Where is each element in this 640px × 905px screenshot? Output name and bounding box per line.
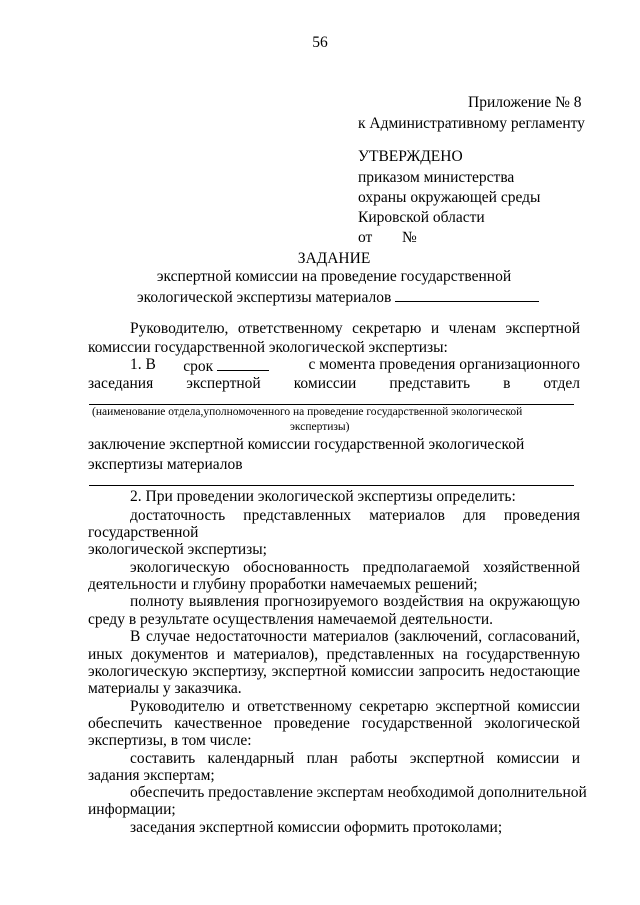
paragraph-8-line-4: материалы у заказчика. (88, 680, 242, 697)
paragraph-3-line-2: экспертизы материалов (88, 456, 243, 473)
paragraph-11-line-2: информации; (88, 801, 176, 818)
materials-blank (395, 287, 539, 302)
order-number-label: № (402, 229, 417, 246)
paragraph-6-line-2: деятельности и глубину проработки намечаемых решений; (88, 576, 478, 593)
paragraph-5-line-2: государственной (88, 524, 199, 541)
paragraph-1-line-1: Руководителю, ответственному секретарю и членам экспертной (130, 320, 580, 337)
order-line-2: охраны окружающей среды (358, 189, 541, 206)
page-number: 56 (312, 34, 328, 51)
order-line-1: приказом министерства (358, 169, 515, 186)
paragraph-7-line-2: среду в результате осуществления намечаемой деятельности. (88, 611, 493, 628)
paragraph-9-line-1: Руководителю и ответственному секретарю экспертной комиссии (130, 698, 580, 715)
paragraph-6-line-1: экологическую обоснованность предполагаемой хозяйственной (130, 559, 580, 576)
materials-blank-line (89, 485, 574, 486)
paragraph-8-line-2: иных документов и материалов), представленных на государственную (88, 646, 580, 663)
approved-label: УТВЕРЖДЕНО (358, 148, 463, 165)
paragraph-4: 2. При проведении экологической экспертизы определить: (130, 488, 516, 505)
title-line-2: экологической экспертизы материалов (137, 287, 539, 307)
title-line-1: экспертной комиссии на проведение государственной (156, 268, 512, 285)
paragraph-10-line-2: задания экспертам; (88, 767, 215, 784)
department-caption-line-2: экспертизы) (290, 421, 350, 433)
paragraph-12: заседания экспертной комиссии оформить протоколами; (130, 819, 503, 836)
paragraph-7-line-1: полноту выявления прогнозируемого воздействия на окружающую (130, 593, 580, 610)
department-caption-line-1: (наименование отдела,уполномоченного на проведение государственной экологической (92, 406, 523, 418)
appendix-reference: к Административному регламенту (358, 115, 585, 132)
department-blank-line (89, 404, 574, 405)
order-line-3: Кировской области (358, 209, 485, 226)
paragraph-10-line-1: составить календарный план работы экспертной комиссии и (130, 750, 580, 767)
appendix-number: Приложение № 8 (468, 94, 582, 111)
paragraph-5-line-3: экологической экспертизы; (88, 541, 267, 558)
paragraph-3-line-1: заключение экспертной комиссии государственной экологической (88, 436, 525, 453)
paragraph-8-line-1: В случае недостаточности материалов (заключений, согласований, (130, 628, 580, 645)
document-heading: ЗАДАНИЕ (297, 250, 371, 267)
paragraph-2-line-1: 1. В срок с момента проведения организационного (130, 356, 580, 375)
paragraph-9-line-3: экспертизы, в том числе: (88, 732, 252, 749)
order-date-label: от (358, 229, 373, 246)
paragraph-11-line-1: обеспечить предоставление экспертам необходимой дополнительной (130, 784, 587, 801)
paragraph-8-line-3: экологическую экспертизу, экспертной комиссии запросить недостающие (88, 663, 580, 680)
paragraph-9-line-2: обеспечить качественное проведение государственной экологической (88, 715, 580, 732)
term-blank (217, 356, 269, 371)
paragraph-2-line-2: заседания экспертной комиссии представить в отдел (88, 375, 580, 392)
paragraph-5-line-1: достаточность представленных материалов для проведения (130, 507, 580, 524)
paragraph-1-line-2: комиссии государственной экологической экспертизы: (88, 339, 448, 356)
